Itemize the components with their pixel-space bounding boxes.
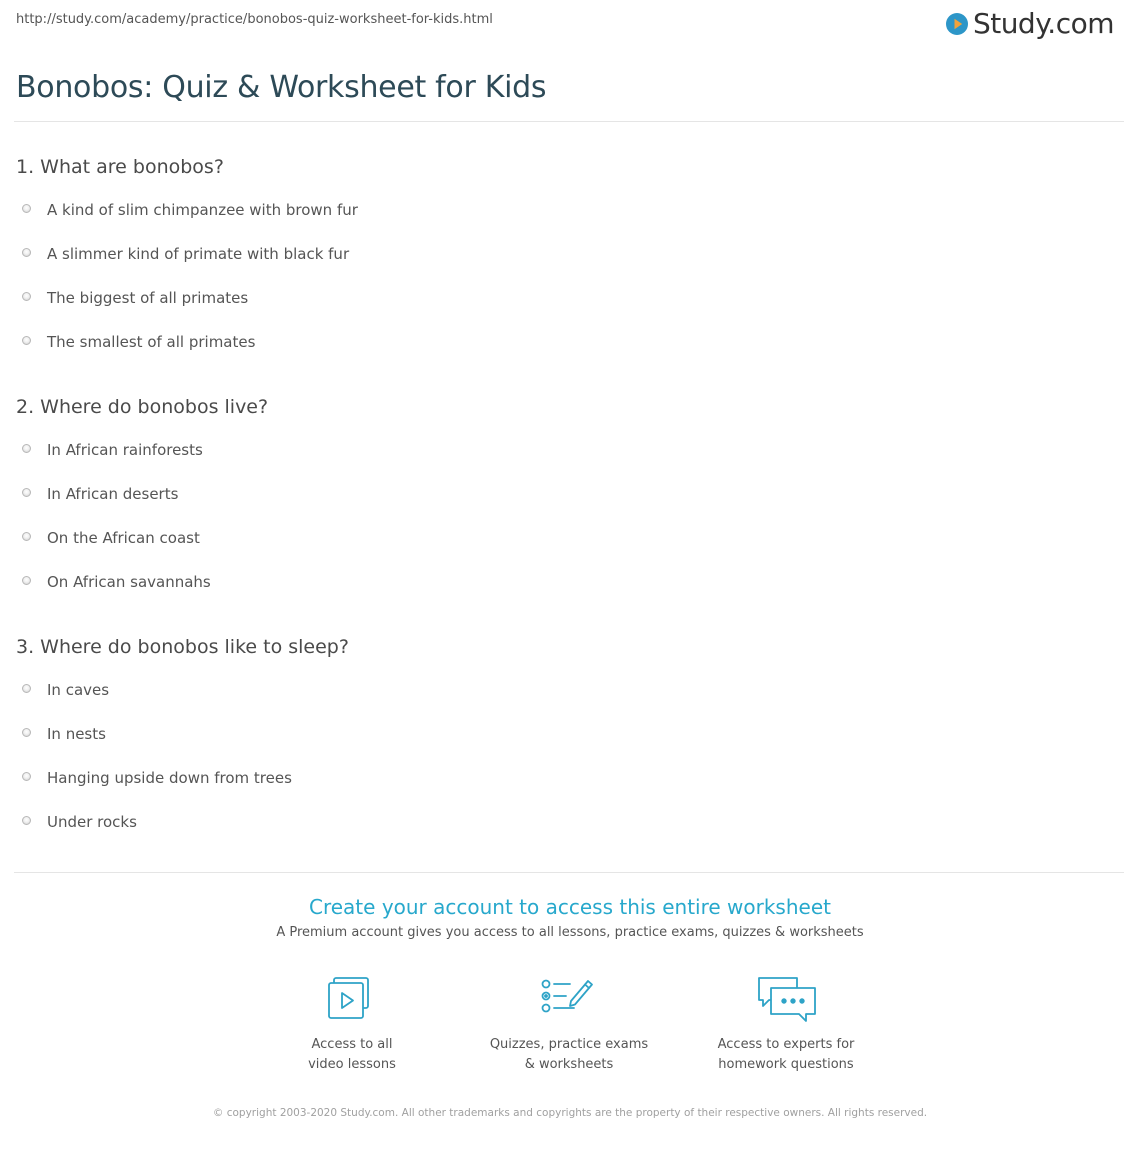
question-title: 1. What are bonobos? — [16, 156, 224, 178]
radio-button-icon[interactable] — [22, 576, 31, 585]
feature-label-line: Quizzes, practice exams — [489, 1037, 649, 1052]
question-1 — [16, 155, 358, 351]
answer-option[interactable] — [22, 332, 255, 352]
page-url: http://study.com/academy/practice/bonobos-quiz-worksheet-for-kids.html — [16, 12, 493, 27]
video-lessons-icon — [320, 975, 384, 1025]
answer-text: The smallest of all primates — [47, 333, 256, 351]
answer-text: Under rocks — [47, 813, 137, 831]
answer-text: On the African coast — [47, 529, 200, 547]
feature-experts — [676, 975, 896, 1075]
question-title: 2. Where do bonobos live? — [16, 396, 269, 418]
answer-option[interactable] — [22, 572, 211, 592]
feature-label-line: & worksheets — [524, 1057, 614, 1072]
radio-button-icon[interactable] — [22, 816, 31, 825]
question-2 — [16, 395, 269, 591]
radio-button-icon[interactable] — [22, 728, 31, 737]
answer-option[interactable] — [22, 440, 203, 460]
play-circle-icon — [945, 12, 969, 36]
answer-text: The biggest of all primates — [47, 289, 249, 307]
cta-divider — [14, 872, 1124, 873]
copyright-notice: © copyright 2003-2020 Study.com. All other trademarks and copyrights are the property of their respective owners. All rights reserved. — [212, 1107, 928, 1119]
answer-option[interactable] — [22, 680, 109, 700]
answer-option[interactable] — [22, 288, 248, 308]
answer-text: In caves — [47, 681, 110, 699]
feature-label-line: video lessons — [308, 1057, 396, 1072]
radio-button-icon[interactable] — [22, 444, 31, 453]
radio-button-icon[interactable] — [22, 248, 31, 257]
quiz-checklist-icon — [537, 975, 601, 1025]
radio-button-icon[interactable] — [22, 488, 31, 497]
answer-text: A slimmer kind of primate with black fur — [47, 245, 350, 263]
brand-name: Study.com — [972, 7, 1114, 40]
answer-option[interactable] — [22, 724, 106, 744]
answer-text: A kind of slim chimpanzee with brown fur — [47, 201, 358, 219]
feature-video-lessons — [242, 975, 462, 1075]
feature-label-line: Access to experts for — [717, 1037, 855, 1052]
feature-label — [242, 1035, 462, 1075]
feature-label-line: Access to all — [311, 1037, 393, 1052]
radio-button-icon[interactable] — [22, 772, 31, 781]
answer-option[interactable] — [22, 484, 178, 504]
feature-label-line: homework questions — [718, 1057, 854, 1072]
answer-option[interactable] — [22, 244, 349, 264]
answer-text: Hanging upside down from trees — [47, 769, 292, 787]
answer-text: In nests — [47, 725, 106, 743]
answer-option[interactable] — [22, 812, 137, 832]
answer-option[interactable] — [22, 768, 292, 788]
answer-text: In African deserts — [47, 485, 179, 503]
radio-button-icon[interactable] — [22, 684, 31, 693]
page-title: Bonobos: Quiz & Worksheet for Kids — [16, 70, 547, 105]
create-account-link[interactable]: Create your account to access this entire worksheet — [309, 895, 831, 919]
answer-option[interactable] — [22, 528, 200, 548]
title-divider — [14, 121, 1124, 122]
feature-label — [676, 1035, 896, 1075]
question-title: 3. Where do bonobos like to sleep? — [16, 636, 349, 658]
radio-button-icon[interactable] — [22, 292, 31, 301]
answer-text: On African savannahs — [47, 573, 211, 591]
answer-option[interactable] — [22, 200, 358, 220]
feature-label — [459, 1035, 679, 1075]
radio-button-icon[interactable] — [22, 532, 31, 541]
study-logo[interactable] — [945, 7, 1114, 41]
question-3 — [16, 635, 349, 831]
radio-button-icon[interactable] — [22, 204, 31, 213]
chat-bubbles-icon — [754, 975, 818, 1025]
answer-text: In African rainforests — [47, 441, 203, 459]
cta-subtitle: A Premium account gives you access to all lessons, practice exams, quizzes & worksheets — [276, 925, 864, 940]
feature-quizzes — [459, 975, 679, 1075]
radio-button-icon[interactable] — [22, 336, 31, 345]
